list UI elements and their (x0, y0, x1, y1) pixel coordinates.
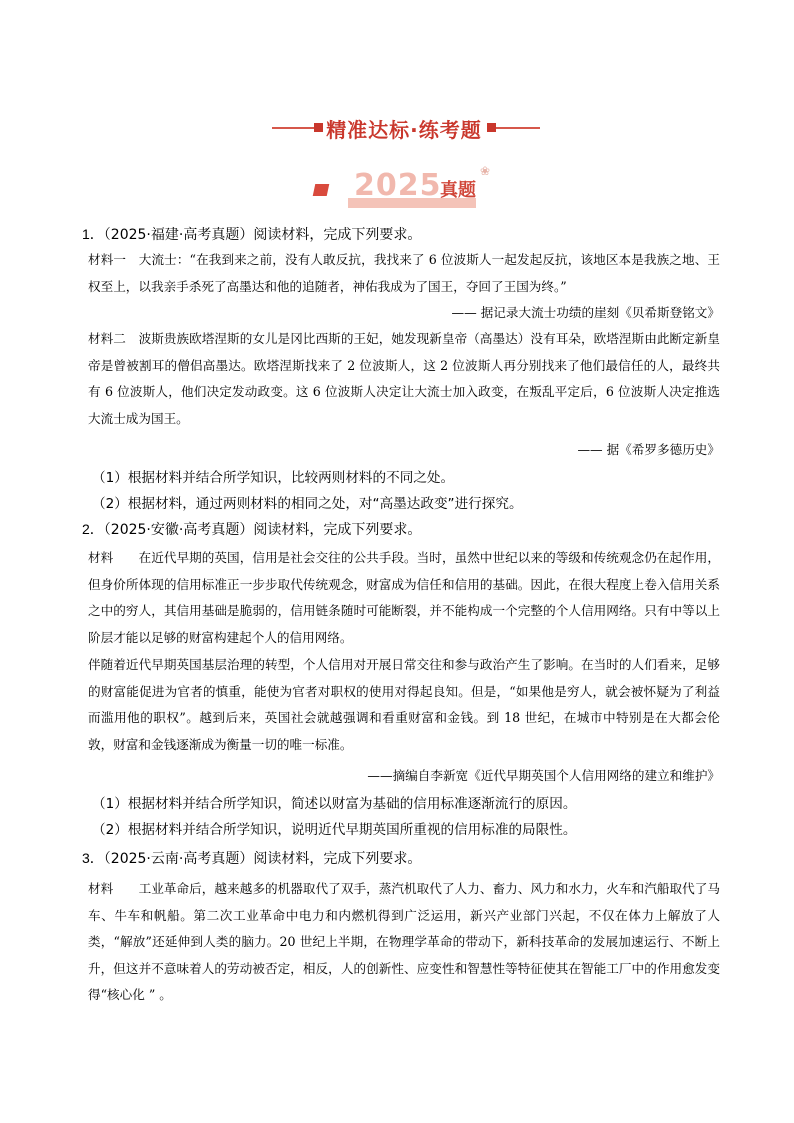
question-number: 2． (82, 521, 104, 537)
question-number: 3． (82, 850, 104, 866)
banner-left-line (272, 127, 316, 129)
question-2-material-1: 材料 在近代早期的英国，信用是社会交往的公共手段。当时，虽然中世纪以来的等级和传统观念仍在起作用，但身价所体现的信用标准正一步步取代传统观念，财富成为信任和信用的基础。因此，在很大程度上卷入信用关系之中的穷人，其信用基础是脆弱的，信用链条随时可能断裂，并不能构成一个完整的个人信用网络。只有中等以上阶层才能以足够的财富构建起个人的信用网络。 (88, 550, 720, 645)
question-text: （2025·安徽·高考真题）阅读材料，完成下列要求。 (103, 522, 422, 538)
question-text: （2025·福建·高考真题）阅读材料，完成下列要求。 (103, 227, 422, 243)
question-1-sub-1: （1）根据材料并结合所学知识，比较两则材料的不同之处。 (92, 470, 455, 486)
question-1-material-1: 材料一 大流士：“在我到来之前，没有人敢反抗，我找来了 6 位波斯人一起发起反抗，该地区本是我族之地、王权至上，以我亲手杀死了高墨达和他的追随者，神佑我成为了国王，夺回了王国为终。” (88, 252, 720, 294)
year-badge (312, 164, 494, 210)
question-2-source: ——摘编自李新宽《近代早期英国个人信用网络的建立和维护》 (367, 768, 720, 783)
section-title: 精准达标·练考题 (326, 118, 482, 142)
question-2-stem (82, 519, 421, 540)
question-1-source-2: —— 据《希罗多德历史》 (577, 442, 720, 457)
banner-right-line (496, 127, 540, 129)
question-3-material-1: 材料 工业革命后，越来越多的机器取代了双手，蒸汽机取代了人力、畜力、风力和水力，火车和汽船取代了马车、牛车和帆船。第二次工业革命中电力和内燃机得到广泛运用，新兴产业部门兴起，不仅在体力上解放了人类，“解放”还延伸到人类的脑力。20 世纪上半期，在物理学革命的带动下，新科技革命的发展加速运行、不断上升，但这并不意味着人的劳动被否定，相反，人的创新性、应变性和智慧性等特征使其在智能工厂中的作用愈发变得“核心化 ” 。 (88, 881, 720, 1002)
question-text: （2025·云南·高考真题）阅读材料，完成下列要求。 (103, 851, 422, 867)
year-suffix: 真题 (440, 180, 476, 201)
question-1-stem (82, 224, 421, 245)
question-1-sub-2: （2）根据材料，通过两则材料的相同之处，对“高墨达政变”进行探究。 (92, 496, 523, 512)
question-2-material-2: 伴随着近代早期英国基层治理的转型，个人信用对开展日常交往和参与政治产生了影响。在当时的人们看来，足够的财富能促进为官者的慎重，能使为官者对职权的使用对得起良知。但是，“如果他是穷人，就会被怀疑为了利益而滥用他的职权”。越到后来，英国社会就越强调和看重财富和金钱。到 18 世纪，在城市中特别是在大都会伦敦，财富和金钱逐渐成为衡量一切的唯一标准。 (88, 657, 720, 752)
question-number: 1． (82, 226, 104, 242)
question-2-sub-1: （1）根据材料并结合所学知识，简述以财富为基础的信用标准逐渐流行的原因。 (92, 796, 577, 812)
year-label: 2025 (354, 168, 442, 203)
sparkle-icon: ❀ (480, 164, 491, 178)
question-2-sub-2: （2）根据材料并结合所学知识，说明近代早期英国所重视的信用标准的局限性。 (92, 822, 577, 838)
question-1-material-2: 材料二 波斯贵族欧塔涅斯的女儿是冈比西斯的王妃，她发现新皇帝（高墨达）没有耳朵，欧塔涅斯由此断定新皇帝是曾被割耳的僧侣高墨达。欧塔涅斯找来了 2 位波斯人，这 2 位波斯人再分别找来了他们最信任的人，最终共有 6 位波斯人，他们决定发动政变。这 6 位波斯人决定让大流士加入政变，在叛乱平定后，6 位波斯人决定推选大流士成为国王。 (88, 331, 720, 426)
section-banner (0, 114, 794, 144)
banner-right-square-icon (487, 123, 496, 132)
question-3-stem (82, 848, 421, 869)
tag-icon (313, 184, 330, 196)
question-1-source-1: —— 据记录大流士功绩的崖刻《贝希斯登铭文》 (451, 305, 720, 320)
